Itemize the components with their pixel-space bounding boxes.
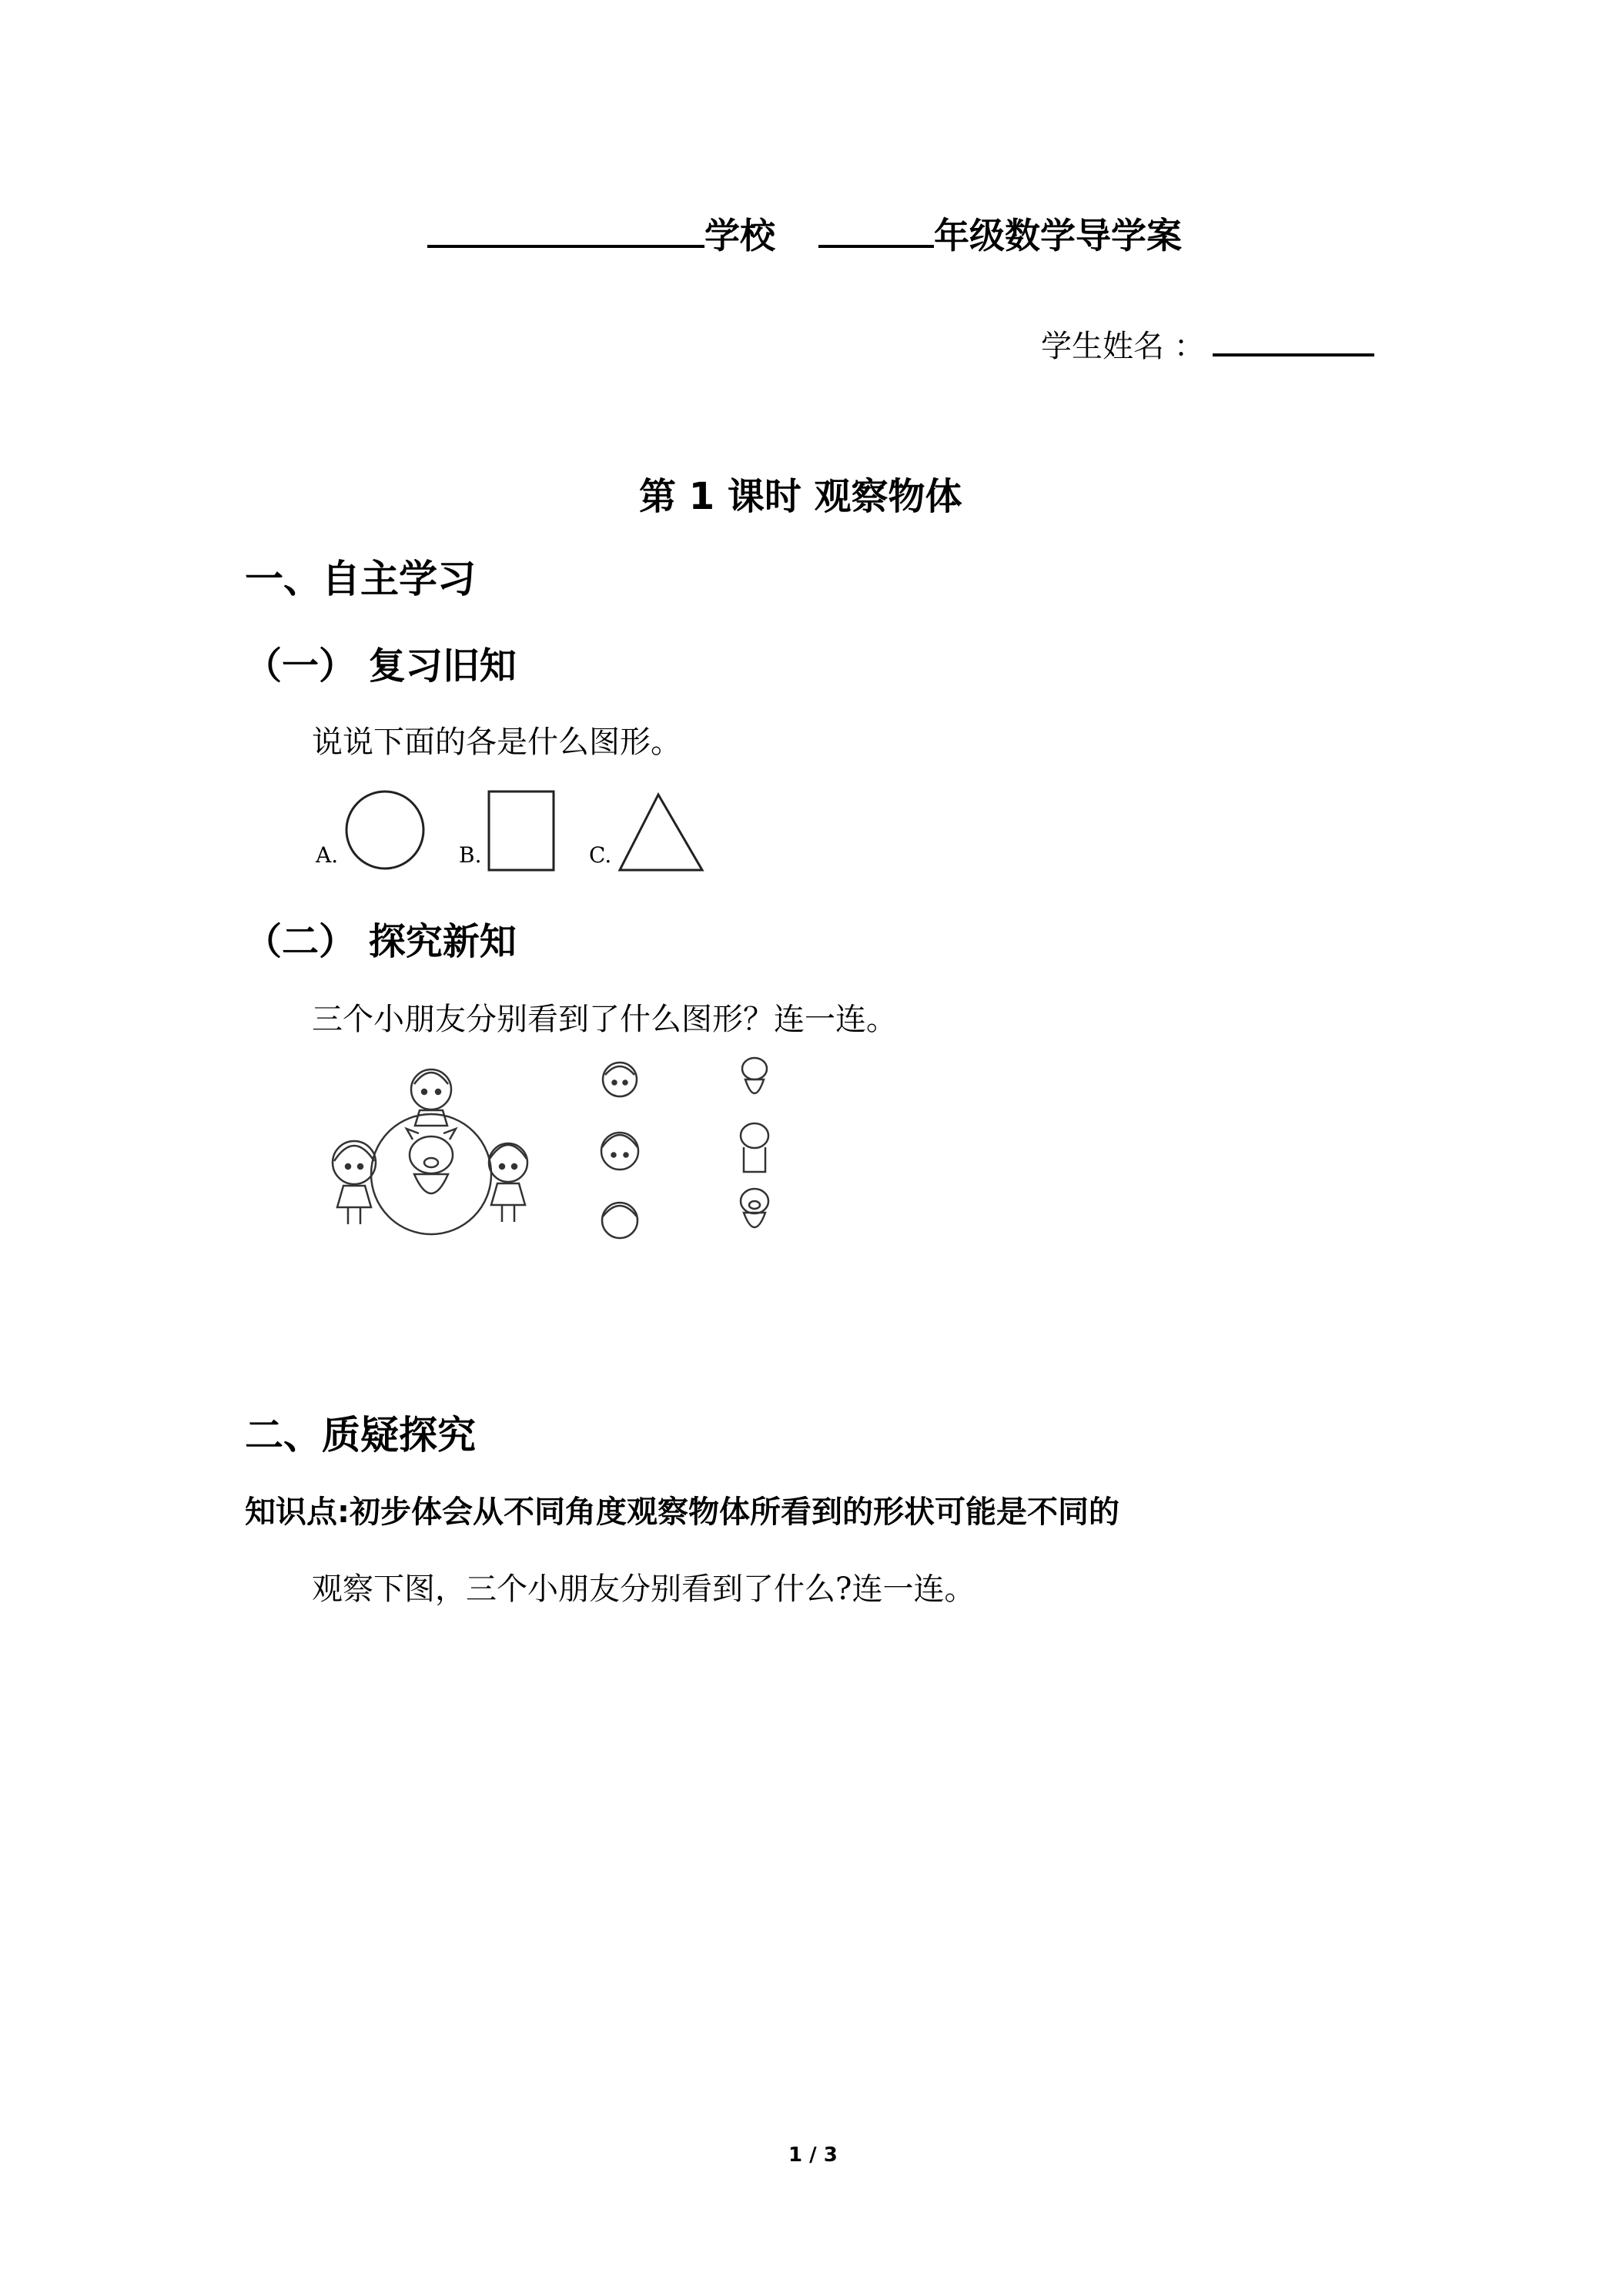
worksheet-header xyxy=(427,208,1182,259)
section-1-sub-2-prompt: 三个小朋友分别看到了什么图形？连一连。 xyxy=(312,1002,897,1037)
child-right-icon xyxy=(489,1143,527,1222)
lesson-title: 第 1 课时 观察物体 xyxy=(639,475,962,518)
option-a-label: A. xyxy=(316,842,339,868)
pig-view-column xyxy=(741,1058,768,1227)
shapes-figure xyxy=(308,785,739,885)
pig-toy-icon xyxy=(407,1129,456,1193)
face-column xyxy=(601,1063,638,1238)
grade-blank[interactable] xyxy=(818,211,934,248)
option-b-label: B. xyxy=(459,842,482,868)
grade-suffix: 年级数学导学案 xyxy=(934,215,1183,256)
student-name-row xyxy=(1041,322,1374,366)
section-1-sub-1-title: （一） 复习旧知 xyxy=(245,644,517,688)
school-suffix: 学校 xyxy=(704,215,775,256)
section-1-sub-2-title: （二） 探究新知 xyxy=(245,920,517,963)
circle-shape xyxy=(346,792,423,869)
knowledge-point: 知识点:初步体会从不同角度观察物体所看到的形状可能是不同的 xyxy=(245,1494,1119,1530)
school-blank[interactable] xyxy=(427,211,704,248)
child-left-icon xyxy=(333,1141,376,1224)
section-1-title: 一、自主学习 xyxy=(245,557,476,601)
triangle-shape xyxy=(620,795,702,870)
page-number: 1 / 3 xyxy=(788,2144,838,2167)
section-2-title: 二、质疑探究 xyxy=(245,1413,476,1458)
observation-illustration xyxy=(323,1047,816,1247)
option-c-label: C. xyxy=(589,842,612,868)
student-name-label: 学生姓名 ： xyxy=(1041,329,1205,364)
rectangle-shape xyxy=(489,792,554,870)
section-2-prompt: 观察下图，三个小朋友分别看到了什么?连一连。 xyxy=(312,1571,975,1607)
section-1-sub-1-prompt: 说说下面的各是什么图形。 xyxy=(312,725,681,760)
student-name-blank[interactable] xyxy=(1213,326,1374,356)
child-top-icon xyxy=(411,1069,451,1126)
